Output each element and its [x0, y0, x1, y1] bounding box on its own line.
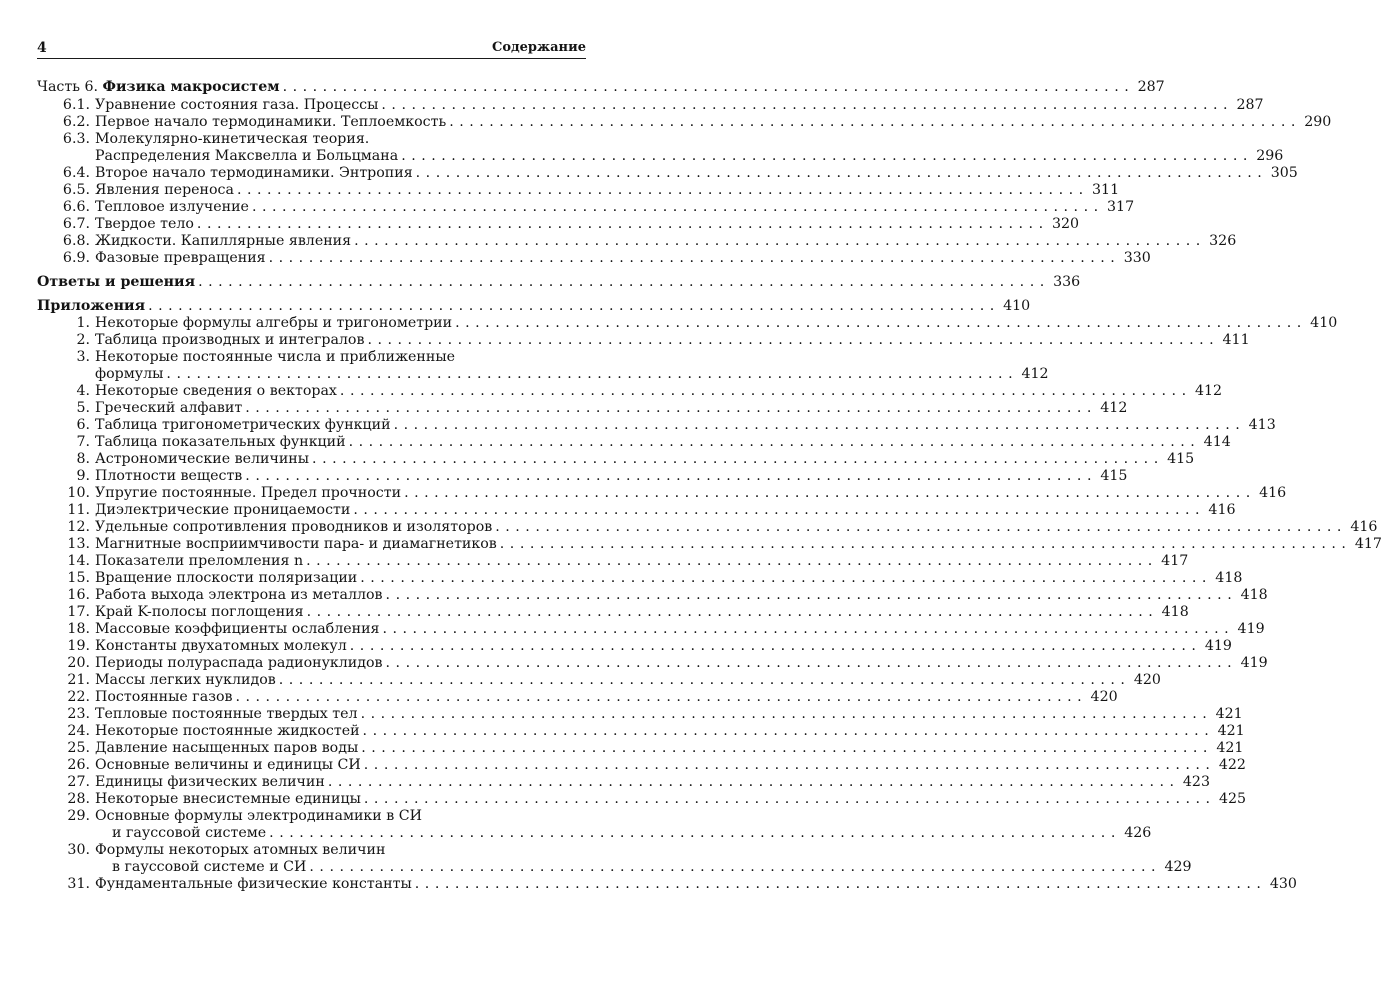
toc-entry[interactable] — [37, 621, 1265, 638]
leader-dots — [309, 859, 1155, 876]
entry-number: 28. — [67, 791, 90, 807]
entry-page: 418 — [1215, 570, 1243, 586]
toc-part-6[interactable] — [37, 78, 1165, 97]
header-rule — [37, 58, 586, 59]
entry-number: 6.5. — [62, 182, 90, 198]
entry-number: 17. — [67, 604, 90, 620]
toc-answers[interactable] — [37, 274, 1081, 291]
entry-page: 415 — [1167, 451, 1195, 467]
toc-entry[interactable] — [37, 876, 1297, 893]
entry-page: 421 — [1216, 740, 1244, 756]
entry-title: Фундаментальные физические константы — [95, 876, 412, 892]
entry-page: 422 — [1218, 757, 1246, 773]
entry-title: Некоторые постоянные числа и приближенные — [95, 349, 456, 365]
leader-dots — [350, 638, 1196, 655]
entry-number: 6.1. — [62, 97, 90, 113]
entry-title: Уравнение состояния газа. Процессы — [95, 97, 379, 113]
entry-title: Некоторые постоянные жидкостей — [95, 723, 360, 739]
part-page: 287 — [1137, 79, 1165, 95]
entry-page: 430 — [1269, 876, 1297, 892]
entry-title: Удельные сопротивления проводников и изоляторов — [95, 519, 493, 535]
toc-entry[interactable] — [37, 757, 1246, 774]
leader-dots — [500, 536, 1346, 553]
toc-entry[interactable] — [37, 774, 1210, 791]
leader-dots — [364, 757, 1210, 774]
leader-dots — [361, 740, 1207, 757]
toc-entry[interactable] — [37, 502, 1236, 519]
leader-dots — [394, 417, 1240, 434]
leader-dots — [245, 400, 1091, 417]
entry-number: 7. — [76, 434, 90, 450]
leader-dots — [386, 587, 1232, 604]
entry-page: 421 — [1215, 706, 1243, 722]
leader-dots — [415, 876, 1261, 893]
entry-number: 3. — [76, 349, 90, 365]
entry-number: 26. — [67, 757, 90, 773]
leader-dots — [401, 148, 1247, 165]
entry-number: 2. — [76, 332, 90, 348]
entry-number: 31. — [67, 876, 90, 892]
toc-entry-continuation[interactable] — [37, 859, 1192, 876]
leader-dots — [455, 315, 1301, 332]
entry-title: Упругие постоянные. Предел прочности — [95, 485, 402, 501]
entry-number: 6.4. — [62, 165, 90, 181]
toc-entry[interactable] — [37, 519, 1378, 536]
leader-dots — [306, 553, 1152, 570]
entry-title: Тепловое излучение — [95, 199, 249, 215]
entry-page: 412 — [1194, 383, 1223, 399]
leader-dots — [416, 165, 1262, 182]
toc-entry[interactable] — [37, 706, 1243, 723]
leader-dots — [360, 570, 1206, 587]
entry-page: 416 — [1350, 519, 1378, 535]
entry-title: в гауссовой системе и СИ — [112, 859, 307, 875]
entry-title: Некоторые сведения о векторах — [95, 383, 337, 399]
appendix-items — [37, 315, 1382, 893]
leader-dots — [382, 621, 1228, 638]
leader-dots — [235, 689, 1081, 706]
entry-page: 417 — [1161, 553, 1189, 569]
entry-number: 27. — [67, 774, 90, 790]
entry-page: 320 — [1051, 216, 1080, 232]
entry-title: Фазовые превращения — [95, 250, 266, 266]
entry-title: Первое начало термодинамики. Теплоемкость — [95, 114, 447, 130]
part-label: Часть — [37, 79, 80, 95]
leader-dots — [361, 706, 1207, 723]
entry-number: 6.9. — [62, 250, 90, 266]
entry-number: 20. — [67, 655, 90, 671]
toc-entry[interactable] — [37, 114, 1332, 131]
leader-dots — [449, 114, 1295, 131]
entry-page: 410 — [1310, 315, 1338, 331]
entry-page: 418 — [1161, 604, 1189, 620]
toc-entry[interactable] — [37, 400, 1128, 417]
toc-entry[interactable] — [37, 587, 1268, 604]
entry-title: Таблица тригонометрических функций — [95, 417, 391, 433]
entry-number: 1. — [76, 315, 90, 331]
toc-entry[interactable] — [37, 604, 1189, 621]
leader-dots — [353, 502, 1199, 519]
entry-title: Давление насыщенных паров воды — [95, 740, 359, 756]
entry-number: 14. — [67, 553, 90, 569]
entry-number: 13. — [67, 536, 90, 552]
entry-title: Константы двухатомных молекул — [95, 638, 347, 654]
entry-number: 30. — [67, 842, 90, 858]
part-6-items — [37, 97, 1332, 267]
toc-entry-continuation[interactable] — [37, 148, 1284, 165]
entry-title: Таблица показательных функций — [95, 434, 346, 450]
entry-number: 18. — [67, 621, 90, 637]
entry-title: Молекулярно-кинетическая теория. — [95, 131, 370, 147]
entry-title: и гауссовой системе — [112, 825, 267, 841]
leader-dots — [307, 604, 1153, 621]
entry-page: 419 — [1237, 621, 1265, 637]
entry-title: Твердое тело — [95, 216, 194, 232]
entry-page: 287 — [1236, 97, 1264, 113]
toc-entry[interactable] — [37, 791, 1247, 808]
entry-page: 421 — [1217, 723, 1245, 739]
table-of-contents — [37, 78, 1382, 893]
leader-dots — [312, 451, 1158, 468]
entry-title: Жидкости. Капиллярные явления — [95, 233, 352, 249]
entry-number: 21. — [67, 672, 90, 688]
entry-page: 330 — [1123, 250, 1151, 266]
entry-title: Показатели преломления n — [95, 553, 304, 569]
leader-dots — [245, 468, 1091, 485]
toc-entry[interactable] — [37, 570, 1243, 587]
leader-dots — [364, 791, 1210, 808]
toc-entry[interactable] — [37, 485, 1287, 502]
entry-number: 6.2. — [62, 114, 90, 130]
leader-dots — [340, 383, 1186, 400]
toc-entry[interactable] — [37, 182, 1120, 199]
entry-page: 413 — [1248, 417, 1276, 433]
entry-page: 429 — [1164, 859, 1192, 875]
toc-entry-line[interactable] — [37, 842, 586, 859]
entry-number: 9. — [76, 468, 90, 484]
part-number: 6. — [84, 79, 99, 95]
toc-entry[interactable] — [37, 97, 1264, 114]
leader-dots — [252, 199, 1098, 216]
toc-entry-line[interactable] — [37, 349, 586, 366]
entry-number: 6. — [76, 417, 90, 433]
entry-title: Периоды полураспада радионуклидов — [95, 655, 383, 671]
leader-dots — [495, 519, 1341, 536]
entry-title: Основные величины и единицы СИ — [95, 757, 361, 773]
leader-dots — [386, 655, 1232, 672]
entry-title: Массовые коэффициенты ослабления — [95, 621, 380, 637]
entry-title: Основные формулы электродинамики в СИ — [95, 808, 422, 824]
entry-title: Плотности веществ — [95, 468, 243, 484]
entry-number: 29. — [67, 808, 90, 824]
entry-number: 6.3. — [62, 131, 90, 147]
entry-title: Массы легких нуклидов — [95, 672, 276, 688]
entry-number: 6.7. — [62, 216, 90, 232]
entry-page: 419 — [1240, 655, 1268, 671]
entry-title: Единицы физических величин — [95, 774, 325, 790]
entry-page: 416 — [1259, 485, 1287, 501]
entry-page: 411 — [1222, 332, 1250, 348]
entry-number: 12. — [67, 519, 90, 535]
entry-page: 412 — [1021, 366, 1049, 382]
entry-title: Работа выхода электрона из металлов — [95, 587, 383, 603]
entry-number: 15. — [67, 570, 90, 586]
page-header — [37, 38, 586, 56]
toc-entry[interactable] — [37, 672, 1161, 689]
running-title: Содержание — [491, 40, 586, 55]
entry-title: Явления переноса — [95, 182, 234, 198]
toc-entry[interactable] — [37, 233, 1237, 250]
leader-dots — [166, 366, 1012, 383]
entry-page: 311 — [1092, 182, 1120, 198]
toc-entry[interactable] — [37, 434, 1231, 451]
toc-entry[interactable] — [37, 332, 1250, 349]
leader-dots — [237, 182, 1083, 199]
entry-number: 19. — [67, 638, 90, 654]
entry-title: Край K-полосы поглощения — [95, 604, 304, 620]
toc-entry[interactable] — [37, 417, 1276, 434]
entry-title: Тепловые постоянные твердых тел — [95, 706, 358, 722]
part-title: Физика макросистем — [102, 79, 280, 95]
entry-page: 419 — [1204, 638, 1232, 654]
toc-entry-line[interactable] — [37, 131, 586, 148]
leader-dots — [279, 672, 1125, 689]
answers-page: 336 — [1053, 274, 1081, 290]
entry-title: Постоянные газов — [95, 689, 233, 705]
entry-page: 423 — [1182, 774, 1210, 790]
toc-entry[interactable] — [37, 451, 1195, 468]
toc-entry[interactable] — [37, 165, 1298, 182]
toc-entry[interactable] — [37, 315, 1338, 332]
leader-dots — [198, 274, 1044, 291]
entry-page: 417 — [1354, 536, 1382, 552]
entry-number: 24. — [67, 723, 90, 739]
answers-title: Ответы и решения — [37, 274, 196, 290]
entry-title: Астрономические величины — [95, 451, 310, 467]
leader-dots — [328, 774, 1174, 791]
entry-number: 8. — [76, 451, 90, 467]
entry-title: Греческий алфавит — [95, 400, 243, 416]
entry-page: 420 — [1133, 672, 1161, 688]
entry-title: Диэлектрические проницаемости — [95, 502, 351, 518]
entry-number: 25. — [67, 740, 90, 756]
entry-page: 290 — [1304, 114, 1332, 130]
entry-page: 326 — [1209, 233, 1237, 249]
entry-page: 425 — [1218, 791, 1247, 807]
entry-page: 415 — [1100, 468, 1128, 484]
entry-page: 305 — [1270, 165, 1298, 181]
toc-entry-continuation[interactable] — [37, 366, 1049, 383]
leader-dots — [381, 97, 1227, 114]
leader-dots — [269, 250, 1115, 267]
entry-title: Некоторые формулы алгебры и тригонометрии — [95, 315, 453, 331]
toc-entry[interactable] — [37, 723, 1245, 740]
toc-entry[interactable] — [37, 689, 1118, 706]
leader-dots — [197, 216, 1043, 233]
entry-number: 22. — [67, 689, 90, 705]
page-number: 4 — [37, 40, 47, 56]
entry-number: 6.6. — [62, 199, 90, 215]
entry-title: Формулы некоторых атомных величин — [95, 842, 386, 858]
appendices-title: Приложения — [37, 298, 146, 314]
entry-page: 317 — [1107, 199, 1135, 215]
toc-entry[interactable] — [37, 553, 1189, 570]
entry-page: 426 — [1124, 825, 1152, 841]
leader-dots — [283, 78, 1129, 97]
entry-number: 6.8. — [62, 233, 90, 249]
toc-appendices[interactable] — [37, 298, 1031, 315]
entry-page: 296 — [1256, 148, 1284, 164]
entry-number: 23. — [67, 706, 90, 722]
entry-title: формулы — [95, 366, 164, 382]
toc-entry[interactable] — [37, 250, 1151, 267]
entry-number: 5. — [76, 400, 90, 416]
entry-page: 412 — [1100, 400, 1128, 416]
entry-page: 420 — [1090, 689, 1118, 705]
leader-dots — [404, 485, 1250, 502]
entry-number: 11. — [67, 502, 90, 518]
entry-title: Вращение плоскости поляризации — [95, 570, 358, 586]
toc-entry[interactable] — [37, 199, 1135, 216]
entry-page: 418 — [1240, 587, 1268, 603]
leader-dots — [148, 298, 994, 315]
toc-entry[interactable] — [37, 216, 1080, 233]
entry-title: Распределения Максвелла и Больцмана — [95, 148, 399, 164]
toc-entry[interactable] — [37, 655, 1268, 672]
leader-dots — [363, 723, 1209, 740]
toc-entry[interactable] — [37, 468, 1128, 485]
entry-page: 414 — [1203, 434, 1231, 450]
toc-entry[interactable] — [37, 740, 1244, 757]
leader-dots — [349, 434, 1195, 451]
appendices-page: 410 — [1003, 298, 1031, 314]
entry-title: Таблица производных и интегралов — [95, 332, 365, 348]
toc-entry[interactable] — [37, 536, 1382, 553]
entry-title: Магнитные восприимчивости пара- и диамагнетиков — [95, 536, 497, 552]
entry-page: 416 — [1208, 502, 1236, 518]
entry-title: Некоторые внесистемные единицы — [95, 791, 361, 807]
leader-dots — [354, 233, 1200, 250]
toc-entry-line[interactable] — [37, 808, 586, 825]
leader-dots — [367, 332, 1213, 349]
leader-dots — [269, 825, 1115, 842]
toc-entry-continuation[interactable] — [37, 825, 1152, 842]
entry-title: Второе начало термодинамики. Энтропия — [95, 165, 413, 181]
toc-entry[interactable] — [37, 383, 1223, 400]
entry-number: 4. — [76, 383, 90, 399]
entry-number: 10. — [67, 485, 90, 501]
toc-entry[interactable] — [37, 638, 1232, 655]
entry-number: 16. — [67, 587, 90, 603]
